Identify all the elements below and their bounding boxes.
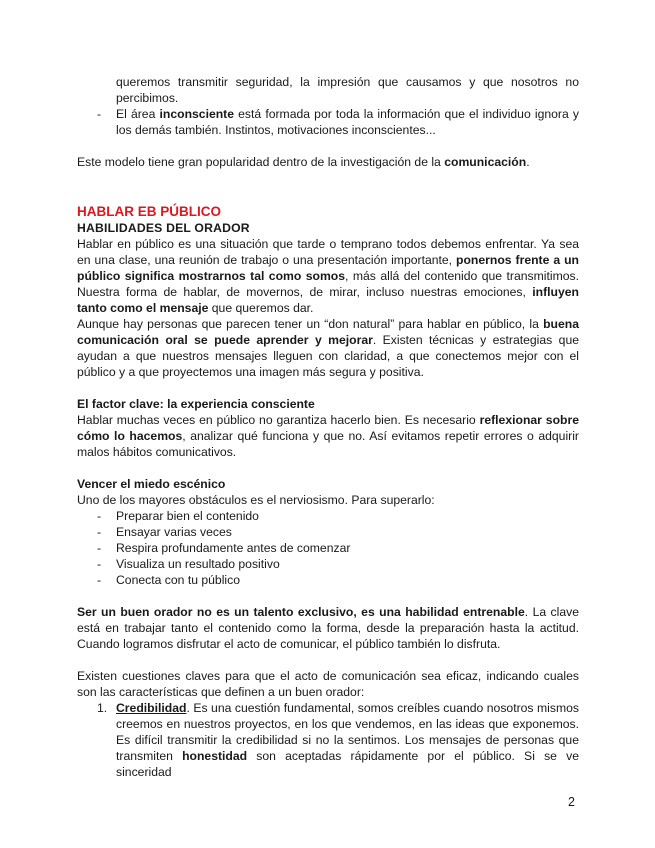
list-item: - Ensayar varias veces xyxy=(97,525,232,539)
orador-paragraph: Ser un buen orador no es un talento exclusivo, es una habilidad entrenable. La clave está en trabajar tanto el contenido como la forma, desde la preparación hasta la actitud. Cuando logramos disfrutar el acto de comunicar, el público también lo disfruta. xyxy=(77,605,579,651)
factor-clave-title: El factor clave: la experiencia consciente xyxy=(77,397,315,411)
dash-marker: - xyxy=(97,509,102,523)
dash-marker: - xyxy=(97,573,102,587)
factor-clave-paragraph: Hablar muchas veces en público no garantiza hacerlo bien. Es necesario reflexionar sobre cómo lo hacemos, analizar qué funciona y que no. Así evitamos repetir errores o adquirir malos hábitos comunicativos. xyxy=(77,413,579,459)
gift-paragraph: Aunque hay personas que parecen tener un “don natural” para hablar en público, la buena comunicación oral se puede aprender y mejorar. Existen técnicas y estrategias que ayudan a que nuestros mensajes lleguen con claridad, a que conectemos mejor con el público y a que proyectemos una imagen más segura y positiva. xyxy=(77,317,579,379)
list-item: 1. Credibilidad. Es una cuestión fundamental, somos creíbles cuando nosotros mismos creemos en nuestros proyectos, en los que vendemos, en las ideas que exponemos. Es difícil transmitir la credibilidad si no la sentimos. Los mensajes de personas que transmiten honestidad son aceptadas rápidamente por el público. Si se ve sinceridad xyxy=(97,701,579,779)
dash-marker: - xyxy=(97,541,102,555)
page-number: 2 xyxy=(568,795,575,809)
credibilidad-label: Credibilidad xyxy=(116,701,187,715)
list-item: - Preparar bien el contenido xyxy=(97,509,259,523)
section-title: HABLAR EB PÚBLICO xyxy=(77,204,221,219)
intro-paragraph: Hablar en público es una situación que tarde o temprano todos debemos enfrentar. Ya sea en una clase, una reunión de trabajo o una presentación importante, ponernos frente a un público significa mostrarnos tal como somos, más allá del contenido que transmitimos. Nuestra forma de hablar, de movernos, de mirar, incluso nuestras emociones, influyen tanto como el mensaje que queremos dar. xyxy=(77,237,579,315)
list-continuation: queremos transmitir seguridad, la impresión que causamos y que nosotros no percibimos. xyxy=(116,75,579,105)
dash-marker: - xyxy=(97,107,102,121)
page-content xyxy=(77,74,579,780)
section-subtitle: HABILIDADES DEL ORADOR xyxy=(77,221,250,235)
dash-marker: - xyxy=(97,557,102,571)
dash-marker: - xyxy=(97,525,102,539)
list-item: - Visualiza un resultado positivo xyxy=(97,557,280,571)
miedo-list xyxy=(77,508,579,588)
list-item: - El área inconsciente está formada por toda la información que el individuo ignora y los demás también. Instintos, motivaciones inconscientes... xyxy=(97,107,579,137)
model-paragraph: Este modelo tiene gran popularidad dentro de la investigación de la comunicación. xyxy=(77,155,530,169)
claves-list xyxy=(77,700,579,780)
awareness-list xyxy=(77,106,579,138)
list-item: - Conecta con tu público xyxy=(97,573,240,587)
miedo-title: Vencer el miedo escénico xyxy=(77,477,226,491)
number-marker: 1. xyxy=(97,701,108,715)
list-item: - Respira profundamente antes de comenzar xyxy=(97,541,351,555)
claves-paragraph: Existen cuestiones claves para que el acto de comunicación sea eficaz, indicando cuales son las características que definen a un buen orador: xyxy=(77,669,579,699)
miedo-intro: Uno de los mayores obstáculos es el nerviosismo. Para superarlo: xyxy=(77,493,435,507)
